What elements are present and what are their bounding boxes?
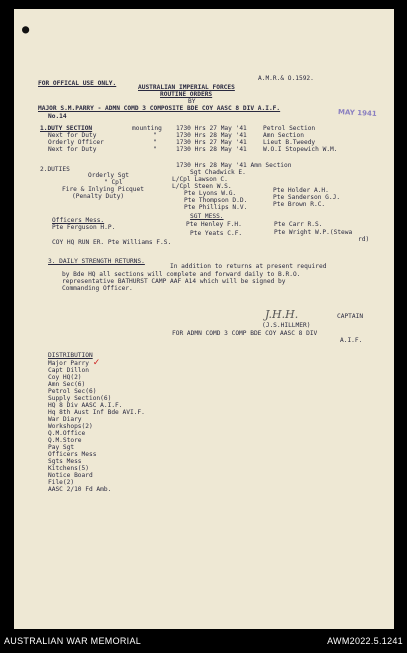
distribution-item: AASC 2/10 Fd Amb. <box>48 486 112 493</box>
sgt-mess-member: Pte Henley F.H. <box>186 221 242 228</box>
distribution-heading: DISTRIBUTION <box>48 352 93 359</box>
document-title: ROUTINE ORDERS <box>160 91 213 98</box>
duty-row-assignment: W.O.I Stopewich W.M. <box>263 146 338 153</box>
by-label: BY <box>188 98 196 105</box>
distribution-item: File(2) <box>48 479 75 486</box>
duty-row-time: 1730 Hrs 28 May '41 <box>176 146 247 153</box>
duty-row-assignment: Lieut B.Tweedy <box>263 139 316 146</box>
picquet-member: Pte Brown R.C. <box>273 201 326 208</box>
distribution-item: Petrol Sec(6) <box>48 388 97 395</box>
duty-row-time: 1730 Hrs 28 May '41 <box>176 132 247 139</box>
sgt-mess-member-cont: rd) <box>358 236 370 243</box>
distribution-item: Notice Board <box>48 472 93 479</box>
signer-rank: CAPTAIN <box>337 313 364 320</box>
distribution-item: Sgts Mess <box>48 458 82 465</box>
picquet-member: Pte Phillips N.V. <box>184 204 248 211</box>
signer-unit: FOR ADMN COMD 3 COMP BDE COY AASC 8 DIV <box>172 330 318 337</box>
handwritten-signature: J.H.H. <box>265 308 299 321</box>
duty-row-label: Next for Duty <box>48 132 97 139</box>
officers-mess-heading: Officers Mess. <box>52 217 105 224</box>
footer-institution: AUSTRALIAN WAR MEMORIAL <box>4 636 142 646</box>
strength-returns-text: Commanding Officer. <box>62 285 133 292</box>
distribution-item: Officers Mess <box>48 451 97 458</box>
picquet-sublabel: (Penalty Duty) <box>72 193 125 200</box>
distribution-item: Workshops(2) <box>48 423 93 430</box>
distribution-item: Q.M.Store <box>48 437 82 444</box>
checkmark-icon: ✓ <box>92 358 101 368</box>
duty-section-heading: 1.DUTY SECTION <box>40 125 93 132</box>
duty-row-assignment: Petrol Section <box>263 125 316 132</box>
commanding-officer: MAJOR S.M.PARRY - ADMN COMD 3 COMPOSITE BDE COY AASC 8 DIV A.I.F. <box>38 105 281 112</box>
distribution-item: Q.M.Office <box>48 430 86 437</box>
duty-row-mark: mounting <box>132 125 162 132</box>
picquet-member: Pte Lyons W.G. <box>184 190 237 197</box>
strength-returns-heading: 3. DAILY STRENGTH RETURNS. <box>48 258 145 265</box>
picquet-member: L/Cpl Steen W.S. <box>172 183 232 190</box>
strength-returns-text: representative BATHURST CAMP AAF A14 which will be signed by <box>62 278 286 285</box>
picquet-member: Pte Sanderson G.J. <box>273 194 341 201</box>
distribution-item: Capt Dillon <box>48 367 89 374</box>
order-number: No.14 <box>48 113 67 120</box>
picquet-member: Pte Holder A.H. <box>273 187 329 194</box>
distribution-item: HQ 8 Div AASC A.I.F. <box>48 402 123 409</box>
date-stamp: MAY 1941 <box>337 107 377 119</box>
distribution-item: Coy HQ(2) <box>48 374 82 381</box>
duty-row-mark: " <box>153 139 157 146</box>
sgt-mess-member: Pte Wright W.P.(Stewa <box>274 229 353 236</box>
sgt-mess-member: Pte Yeats C.F. <box>190 230 243 237</box>
duties-heading: 2.DUTIES <box>40 166 70 173</box>
distribution-item: War Diary <box>48 416 82 423</box>
sgt-mess-heading: SGT MESS. <box>190 213 224 220</box>
force-heading: AUSTRALIAN IMPERIAL FORCES <box>138 84 235 91</box>
distribution-item: Kitchens(5) <box>48 465 89 472</box>
officers-mess-member: Pte Ferguson H.P. <box>52 224 116 231</box>
sgt-mess-member: Pte Carr R.S. <box>274 221 323 228</box>
distribution-item: Pay Sgt <box>48 444 75 451</box>
coy-hq-runner: COY HQ RUN ER. Pte Williams F.S. <box>52 239 172 246</box>
strength-returns-text: by Bde HQ all sections will complete and forward daily to B.R.O. <box>62 271 301 278</box>
distribution-item: Hq 8th Aust Inf Bde AVI.F. <box>48 409 145 416</box>
duty-row-time: 1730 Hrs 27 May '41 <box>176 139 247 146</box>
orderly-cpl-label: " Cpl <box>104 179 123 186</box>
punch-hole-mark: ● <box>22 22 30 36</box>
orderly-sgt-name: Sgt Chadwick E. <box>190 169 246 176</box>
duty-row-time: 1730 Hrs 27 May '41 <box>176 125 247 132</box>
orderly-cpl-name: L/Cpl Lawson C. <box>172 176 228 183</box>
strength-returns-text: In addition to returns at present required <box>170 263 327 270</box>
footer-accession-number: AWM2022.5.1241 <box>327 636 403 646</box>
distribution-item: Supply Section(6) <box>48 395 112 402</box>
duty-row-label: Orderly Officer <box>48 139 104 146</box>
duties-time: 1730 Hrs 28 May '41 Amn Section <box>176 162 292 169</box>
distribution-item: Amn Sec(6) <box>48 381 86 388</box>
reference-number: A.M.R.& O.1592. <box>258 75 314 82</box>
duty-row-mark: " <box>153 146 157 153</box>
duty-row-mark: " <box>153 132 157 139</box>
duty-row-label: Next for Duty <box>48 146 97 153</box>
duty-row-assignment: Amn Section <box>263 132 304 139</box>
signer-unit-line2: A.I.F. <box>340 337 363 344</box>
distribution-list <box>48 360 145 493</box>
distribution-item: Major Parry ✓ <box>48 358 101 368</box>
official-use-label: FOR OFFICAL USE ONLY. <box>38 80 117 87</box>
signer-name: (J.S.HILLMER) <box>262 322 311 329</box>
picquet-label: Fire & Inlying Picquet <box>62 186 144 193</box>
orderly-sgt-label: Orderly Sgt <box>88 172 129 179</box>
picquet-member: Pte Thompson D.D. <box>184 197 248 204</box>
